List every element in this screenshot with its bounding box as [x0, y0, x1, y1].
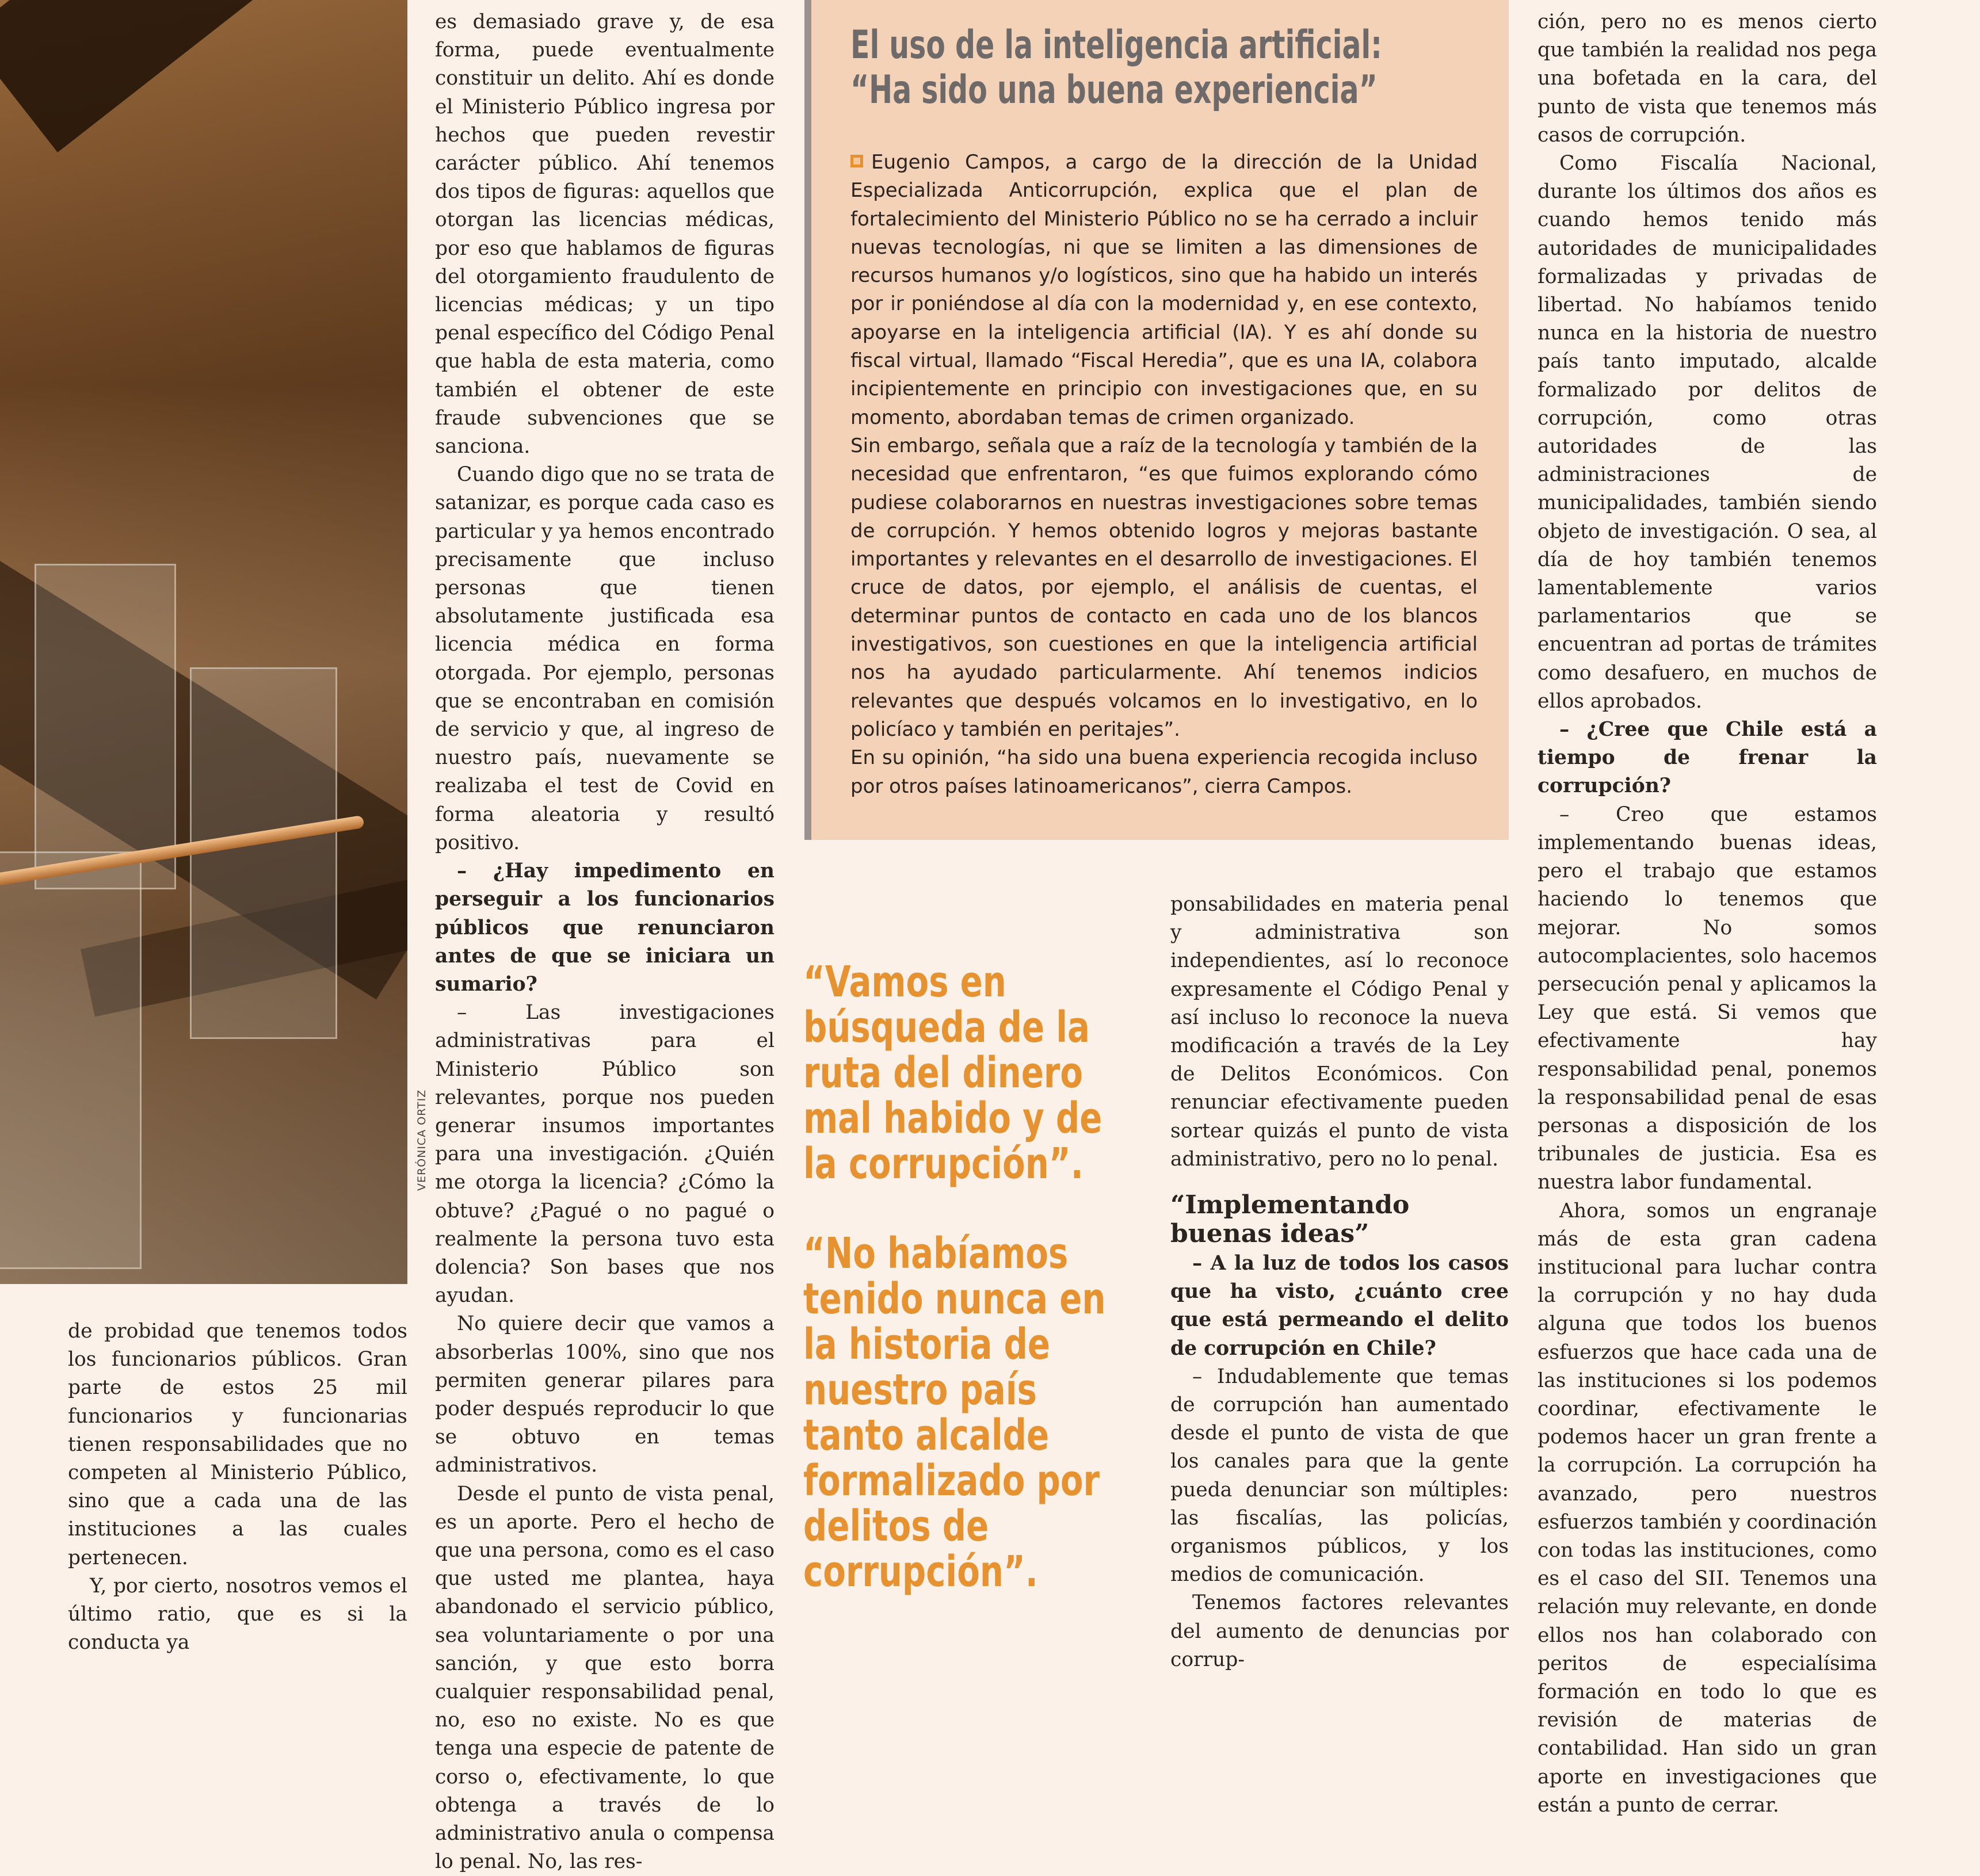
pull-quote-2: “No habíamos tenido nunca en la historia de nuestro país tanto alcalde formalizado por delitos de corrupción”.: [803, 1229, 1106, 1596]
paragraph: – Indudablemente que temas de corrupción han aumentado desde el punto de vista de que los canales para que la gente pueda denunciar son múltiples: las fiscalías, las policías, organismos públicos, y los medios de comunicación.: [1170, 1365, 1509, 1587]
paragraph: Tenemos factores relevantes del aumento de denuncias por corrup-: [1170, 1591, 1509, 1671]
stair-shadow: [0, 0, 407, 152]
paragraph: de probidad que tenemos todos los funcionarios públicos. Gran parte de estos 25 mil funcionarios y funcionarias tienen responsabilidades que no competen al Ministerio Público, sino que a cada una de las instituciones a las cuales pertenecen.: [68, 1320, 407, 1569]
box-title: [850, 23, 1382, 113]
staircase-photo: [0, 0, 407, 1284]
section-heading: “Implementando buenas ideas”: [1170, 1190, 1410, 1249]
paragraph: Desde el punto de vista penal, es un aporte. Pero el hecho de que una persona, como es el caso que usted me plantea, haya abandonado el servicio público, sea voluntariamente o por una sanción, y que esto borra cualquier responsabilidad penal, no, eso no existe. No es que tenga una especie de patente de corso o, efectivamente, lo que obtenga a través de lo administrativo anula o compensa lo penal. No, las res-: [435, 1482, 775, 1874]
box-title-line-1: El uso de la inteligencia artificial:: [850, 22, 1382, 68]
interview-question: – ¿Hay impedimento en perseguir a los funcionarios públicos que renunciaron antes de que se iniciara un sumario?: [435, 859, 775, 996]
glass-panel: [0, 851, 142, 1269]
box-paragraph: En su opinión, “ha sido una buena experiencia recogida incluso por otros países latinoamericanos”, cierra Campos.: [850, 746, 1478, 798]
interview-question: – ¿Cree que Chile está a tiempo de frenar la corrupción?: [1538, 718, 1877, 798]
paragraph: – Creo que estamos implementando buenas ideas, pero el trabajo que estamos haciendo lo tenemos que mejorar. No somos autocomplacientes, solo hacemos persecución penal y aplicamos la Ley que está. Si vemos que efectivamente hay responsabilidad penal, ponemos la responsabilidad penal de esas personas a disposición de los tribunales de justicia. Esa es nuestra labor fundamental.: [1538, 803, 1877, 1194]
square-bullet-icon: [850, 155, 863, 167]
paragraph: Y, por cierto, nosotros vemos el último ratio, que es si la conducta ya: [68, 1574, 407, 1655]
column-1: [68, 1317, 407, 1657]
interview-question: – A la luz de todos los casos que ha visto, ¿cuánto cree que está permeando el delito de corrupción en Chile?: [1170, 1252, 1509, 1360]
paragraph: es demasiado grave y, de esa forma, puede eventualmente constituir un delito. Ahí es donde el Ministerio Público ingresa por hechos que pueden revestir carácter público. Ahí tenemos dos tipos de figuras: aquellos que otorgan las licencias médicas, por eso que hablamos de figuras del otorgamiento fraudulento de licencias médicas; y un tipo penal específico del Código Penal que habla de esta materia, como también el obtener de este fraude subvenciones que se sanciona.: [435, 10, 775, 459]
paragraph: Como Fiscalía Nacional, durante los últimos dos años es cuando hemos tenido más autoridades de municipalidades formalizadas y privadas de libertad. No habíamos tenido nunca en la historia de nuestro país tanto imputado, alcalde formalizado por delitos de corrupción, como otras autoridades de las administraciones de municipalidades, también siendo objeto de investigación. O sea, al día de hoy también tenemos lamentablemente varios parlamentarios que se encuentran ad portas de trámites como desafuero, en muchos de ellos aprobados.: [1538, 152, 1877, 713]
box-paragraph: Sin embargo, señala que a raíz de la tecnología y también de la necesidad que enfrentaron, “es que fuimos explorando cómo pudiese colaborarnos en nuestras investigaciones sobre temas de corrupción. Y hemos obtenido logros y mejoras bastante importantes y relevantes en el desarrollo de investigaciones. El cruce de datos, por ejemplo, el análisis de cuentas, el determinar puntos de contacto en cada uno de los blancos investigativos, son cuestiones en que la inteligencia artificial nos ha ayudado particularmente. Ahí tenemos indicios relevantes que después volcamos en lo investigativo, en lo policíaco y también en peritajes”.: [850, 434, 1478, 741]
paragraph: Cuando digo que no se trata de satanizar, es porque cada caso es particular y ya hemos encontrado precisamente que incluso personas que tienen absolutamente justificada esa licencia médica en forma otorgada. Por ejemplo, personas que se encontraban en comisión de servicio y que, al ingreso de nuestro país, nuevamente se realizaba el test de Covid en forma aleatoria y resultó positivo.: [435, 463, 775, 854]
glass-panel: [35, 564, 176, 889]
paragraph: Ahora, somos un engranaje más de esta gran cadena institucional para luchar contra la corrupción y no hay duda alguna que todos los buenos esfuerzos que hace cada una de las instituciones si los podemos coordinar, efectivamente le podemos hacer un gran frente a la corrupción. La corrupción ha avanzado, pero nuestros esfuerzos también y coordinación con todas las instituciones, como es el caso del SII. Tenemos una relación muy relevante, en donde ellos nos han colaborado con peritos de especialísima formación en todo lo que es revisión de materias de contabilidad. Han sido un gran aporte en investigaciones que están a punto de cerrar.: [1538, 1199, 1877, 1817]
column-4: [1538, 8, 1877, 1820]
paragraph: ción, pero no es menos cierto que también la realidad nos pega una bofetada en la cara, del punto de vista que tenemos más casos de corrupción.: [1538, 10, 1877, 147]
photo-credit: VERÓNICA ORTIZ: [415, 1089, 428, 1191]
glass-panel: [190, 667, 337, 1039]
pull-quote-1: “Vamos en búsqueda de la ruta del dinero mal habido y de la corrupción”.: [803, 957, 1102, 1189]
ai-sidebar-box: [804, 0, 1509, 840]
paragraph: No quiere decir que vamos a absorberlas 100%, sino que nos permiten generar pilares para poder después reproducir lo que se obtuvo en temas administrativos.: [435, 1312, 775, 1477]
box-title-line-2: “Ha sido una buena experiencia”: [850, 67, 1378, 113]
column-2: [435, 8, 775, 1876]
paragraph: – Las investigaciones administrativas para el Ministerio Público son relevantes, porque nos pueden generar insumos importantes para una investigación. ¿Quién me otorga la licencia? ¿Cómo la obtuve? ¿Pagué o no pagué o realmente la persona tuvo esta dolencia? Son bases que nos ayudan.: [435, 1001, 775, 1308]
paragraph: ponsabilidades en materia penal y administrativa son independientes, así lo reconoce expresamente el Código Penal y así incluso lo reconoce la nueva modificación a través de la Ley de Delitos Económicos. Con renunciar efectivamente pueden sortear quizás el punto de vista administrativo, pero no lo penal.: [1170, 893, 1509, 1171]
box-paragraph: Eugenio Campos, a cargo de la dirección de la Unidad Especializada Anticorrupción, explica que el plan de fortalecimiento del Ministerio Público no se ha cerrado a incluir nuevas tecnologías, ni que se limiten a las dimensiones de recursos humanos y/o logísticos, sino que ha habido un interés por ir poniéndose al día con la modernidad y, en ese contexto, apoyarse en la inteligencia artificial (IA). Y es ahí donde su fiscal virtual, llamado “Fiscal Heredia”, que es una IA, colabora incipientemente en principio con investigaciones que, en su momento, abordaban temas de crimen organizado.: [850, 151, 1478, 429]
column-3: [1170, 891, 1509, 1674]
box-text: [850, 148, 1478, 801]
